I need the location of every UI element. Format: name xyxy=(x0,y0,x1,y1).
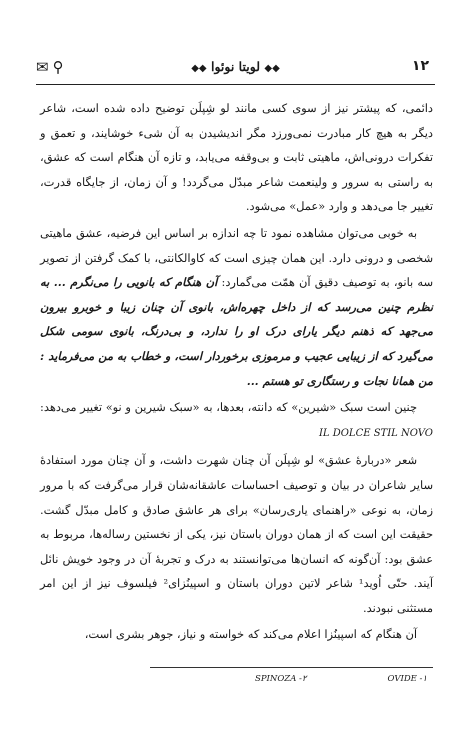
header-icons xyxy=(36,58,68,76)
paragraph xyxy=(40,221,433,393)
running-title-block xyxy=(30,59,441,74)
page-number: ۱۲ xyxy=(411,58,429,74)
footnote-rule xyxy=(150,667,433,668)
header-rule xyxy=(36,84,435,85)
text-segment: آن هنگام که اسپینُزا اعلام می‌کند که خواسته و نیاز، جوهر بشری است، xyxy=(84,627,417,642)
envelope-icon: ✉ xyxy=(36,58,53,76)
pin-icon: ⚲ xyxy=(52,58,68,76)
ornament-left: ◆◆ xyxy=(191,63,207,74)
text-segment: دائمی، که پیشتر نیز از سوی کسی مانند لو شِپلَن توضیح داده شده است، شاعر دیگر به هیچ کار مبادرت نمی‌ورزد مگر اندیشیدن به آن شیء خوشایند، و تعمق و تفکرات درونی‌اش، ماهیتی ثابت و بی‌وقفه می‌یابد، و تازه آن هنگام است که عشق، به راستی به سرور و ولینعمت شاعر مبدّل می‌گردد! و آن زمان، از جایگاه قدرت، تغییر جا می‌دهد و وارد «عمل» می‌شود. xyxy=(40,101,433,214)
text-segment: شعر «دربارهٔ عشق» لو شِپلَن آن چنان شهرت داشت، و آن چنان مورد استفادهٔ سایر شاعران در بیان و توصیف احساسات عاشقانه‌شان قرار می‌گرفت که با مرور زمان، به نوعی «راهنمای یاری‌رسان» برای هر عاشق صادق و کامل مبدّل گشت. حقیقت این است که از همان دوران باستان نیز، یکی از نخستین رساله‌ها، مربوط به عشق بود: آن‌گونه که انسان‌ها می‌توانستند به درک و تجربهٔ آن در وجود خویش نائل آیند. حتّی اُوید¹ شاعر لاتین دوران باستان و اسپینُزای² فیلسوف نیز از این امر مستثنی نبودند. xyxy=(40,453,434,615)
text-segment: IL DOLCE STIL NOVO xyxy=(318,427,433,439)
text-segment: چنین است سبک «شیرین» که دانته، بعدها، به «سبک شیرین و نو» تغییر می‌دهد: xyxy=(40,400,417,415)
ornament-right: ◆◆ xyxy=(264,63,280,74)
footnote-spinoza: SPINOZA -٢ xyxy=(255,674,307,684)
text-segment: آن هنگام که بانویی را می‌نگرم ... به نظرم چنین می‌رسد که از داخل چهره‌اش، بانوی آن چنان زیبا و خوبرو بیرون می‌جهد که ذهنم دیگر یارای درک او را ندارد، و بی‌درنگ، بانوی سومی شکل می‌گیرد که از زیبایی عجیب و مرموزی برخوردار است، و خطاب به من می‌فرماید : من همانا نجات و رستگاری تو هستم ... xyxy=(40,275,433,388)
running-title: لویتا نوئوا xyxy=(210,59,261,74)
paragraph xyxy=(40,448,433,620)
body-text xyxy=(40,96,433,649)
paragraph xyxy=(40,622,433,647)
text-segment: به خوبی می‌توان مشاهده نمود تا چه اندازه بر اساس این فرضیه، عشق ماهیتی شخصی و درونی دارد. این همان چیزی است که کاوالکانتی، با کمک گرفتن از تصویر سه بانو، به توصیف دقیق آن همّت می‌گمارد: xyxy=(40,225,434,290)
page-header xyxy=(30,58,441,80)
footnote-ovide: OVIDE -١ xyxy=(387,674,427,684)
footnotes xyxy=(40,674,431,688)
paragraph xyxy=(40,395,433,446)
paragraph xyxy=(40,96,433,219)
